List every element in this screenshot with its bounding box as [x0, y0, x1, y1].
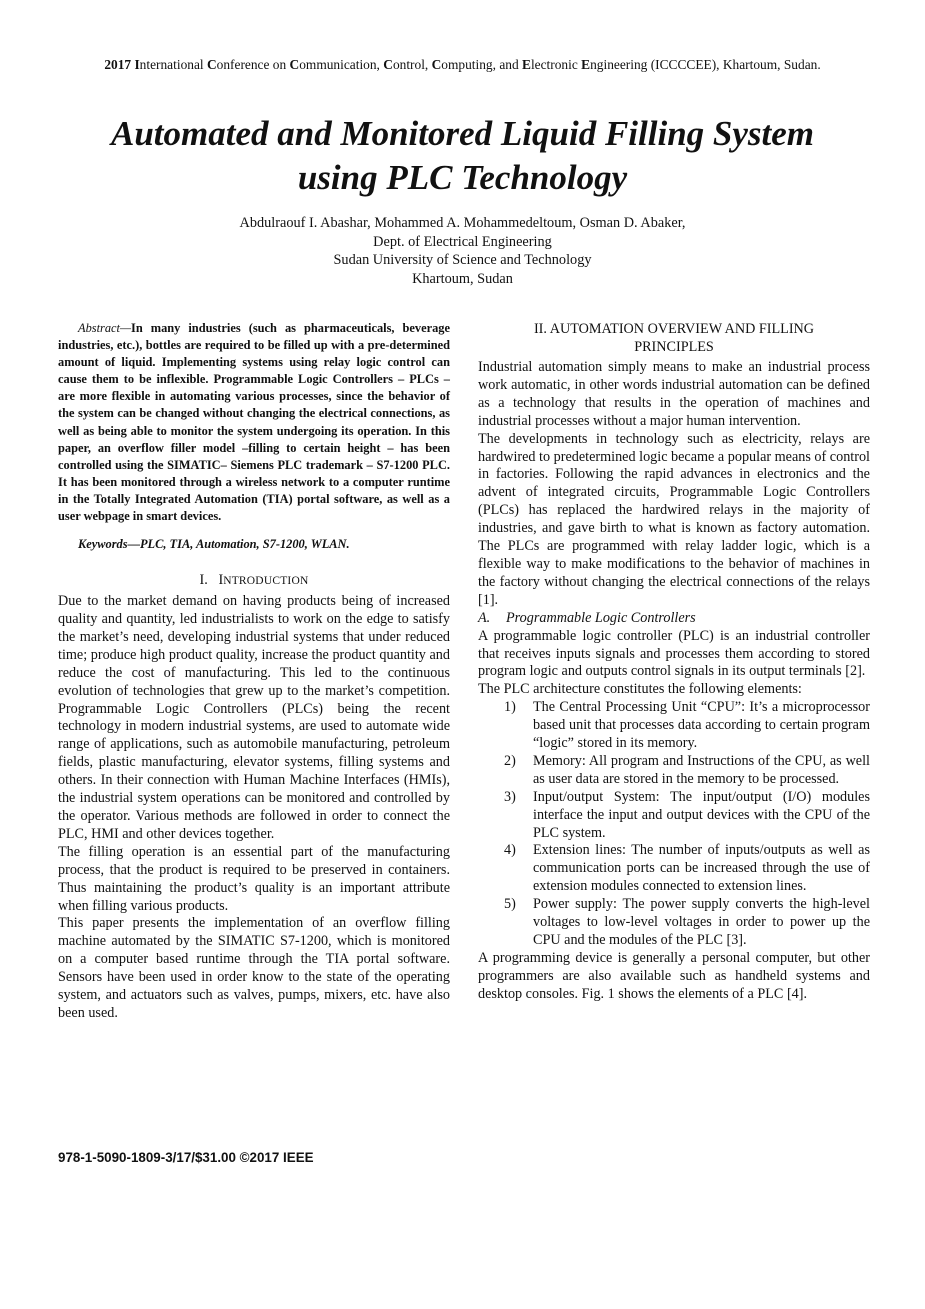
overview-paragraph: Industrial automation simply means to make an industrial process work automatic, in other words industrial automation can be defined as a technology that results in the operation of machines and industrial processes without a major human intervention. [478, 359, 870, 429]
conference-header-run: omputing, and [441, 57, 523, 72]
intro-paragraph: Due to the market demand on having products being of increased quality and quantity, led industrialists to work on the edge to satisfy the market’s need, developing industrial systems that under reduced time; produce high product quality, increase the product quantity and reduce the cost of manufacturing. This led to the continuous evolution of technologies that grew up to the market’s competition. Programmable Logic Controllers (PLCs) being the recent technology in modern industrial systems, are used to automate wide range of applications, such as automobile manufacturing, petroleum fields, plastic manufacturing, elevator systems, filling systems and others. In their connection with Human Machine Interfaces (HMIs), the industrial system operations can be monitored and controlled by the operator. Various methods are followed in order to connect the PLC, HMI and other devices together. [58, 593, 450, 842]
paper-title-line-2: using PLC Technology [297, 158, 628, 197]
conference-header-bold-run: C [289, 57, 300, 72]
conference-header-bold-run: I [134, 57, 140, 72]
section-title-initial: I [218, 572, 224, 589]
conference-header-run: nternational [139, 57, 207, 72]
list-item-text: The Central Processing Unit “CPU”: It’s a microprocessor based unit that processes data according to certain program “logic” stored in its memory. [533, 699, 870, 752]
plc-closing-paragraph: A programming device is generally a personal computer, but other programmers are also available such as handheld systems and desktop consoles. Fig. 1 shows the elements of a PLC [4]. [478, 949, 870, 1002]
copyright-footer: 978-1-5090-1809-3/17/$31.00 ©2017 IEEE [58, 1150, 314, 1165]
plc-paragraph: A programmable logic controller (PLC) is an industrial controller that receives inputs signals and processes them according to stored program logic and outputs control signals in its output terminals [2]. [478, 627, 870, 680]
intro-paragraph: The filling operation is an essential part of the manufacturing process, that the product is required to be preserved in containers. Thus maintaining the product’s quality is an important attribute when filling various products. [58, 843, 450, 914]
abstract-lead: Abstract— [78, 321, 132, 335]
conference-header [60, 56, 865, 74]
author-university: Sudan University of Science and Technology [333, 252, 592, 268]
abstract-body: In many industries (such as pharmaceuticals, beverage industries, etc.), bottles are required to be filled up with a pre-determined amount of liquid. Implementing systems using relay logic control can cause them to be inflexible. Programmable Logic Controllers – PLCs – are more flexible in automating various processes, since the behavior of the system can be changed without changing the electrical connections, as well as being able to monitor the system undergoing its operation. In this paper, an overflow filler model –filling to certain height – has been controlled using the SIMATIC– Siemens PLC trademark – S7-1200 PLC. It has been monitored through a wireless network to a computer runtime in the Totally Integrated Automation (TIA) portal software, as well as a user webpage in smart devices. [58, 321, 450, 524]
conference-header-bold-run: 2017 [104, 57, 135, 72]
abstract [58, 320, 450, 525]
conference-header-bold-run: C [206, 57, 217, 72]
author-department: Dept. of Electrical Engineering [373, 233, 552, 250]
list-item-number: 2) [504, 752, 516, 769]
list-item [478, 753, 870, 789]
list-item-text: Input/output System: The input/output (I/O) modules interface the input and output devices with the CPU of the PLC system. [533, 788, 870, 841]
plc-elements-list [478, 699, 870, 950]
paper-title [40, 112, 885, 200]
overview-paragraph: The developments in technology such as electricity, relays are hardwired to predetermined logic became a popular means of control in factories. Following the rapid advances in electronics and the advent of integrated circuits, Programmable Logic Controllers (PLCs) has replaced the hardwired relays in the majority of industries, and gave birth to what is known as factory automation. The PLCs are programmed with relay ladder logic, which is a flexible way to make modifications to the behavior of machines in the factory without changing the electrical connections of the relays [1]. [478, 430, 870, 608]
section-heading-introduction [58, 571, 450, 590]
list-item [478, 789, 870, 843]
list-item-number: 3) [504, 788, 516, 805]
list-item [478, 896, 870, 950]
section-title-rest: NTRODUCTION [223, 575, 309, 588]
list-item-number: 1) [504, 699, 516, 716]
list-item-number: 4) [504, 842, 516, 859]
subsection-label: A. [478, 609, 491, 626]
paper-title-line-1: Automated and Monitored Liquid Filling System [110, 114, 815, 153]
author-names: Abdulraouf I. Abashar, Mohammed A. Mohammedeltoum, Osman D. Abaker, [239, 215, 686, 231]
list-item [478, 699, 870, 753]
conference-header-run: ngineering (ICCCCEE), Khartoum, Sudan. [590, 57, 821, 72]
section-title-line-1: II. AUTOMATION OVERVIEW AND FILLING [533, 321, 815, 337]
intro-paragraph: This paper presents the implementation of an overflow filling machine automated by the SIMATIC S7-1200, which is monitored on a computer based runtime through the TIA portal software. Sensors have been used in order know to the state of the operating system, and actuators such as valves, pumps, mixers, etc. have also been used. [58, 915, 450, 1021]
right-column [478, 320, 870, 1004]
subsection-title: Programmable Logic Controllers [506, 609, 696, 626]
subsection-heading-plc [478, 610, 870, 628]
section-heading-automation-overview [478, 320, 870, 356]
conference-header-run: ommunication, [299, 57, 384, 72]
keywords: Keywords—PLC, TIA, Automation, S7-1200, WLAN. [78, 537, 350, 552]
conference-header-bold-run: C [431, 57, 442, 72]
conference-header-run: lectronic [530, 57, 582, 72]
left-column [58, 320, 450, 1023]
conference-header-bold-run: E [522, 57, 531, 72]
section-title-line-2: PRINCIPLES [634, 339, 714, 355]
list-item-text: Extension lines: The number of inputs/outputs as well as communication ports can be increased through the use of extension modules connected to extension lines. [533, 842, 870, 895]
conference-header-bold-run: E [581, 57, 591, 72]
author-block [60, 214, 865, 288]
list-item-number: 5) [504, 896, 516, 913]
section-numeral: I. [199, 572, 208, 589]
list-item [478, 842, 870, 896]
author-location: Khartoum, Sudan [412, 270, 513, 287]
list-item-text: Power supply: The power supply converts the high-level voltages to low-level voltages in order to power up the CPU and the modules of the PLC [3]. [533, 896, 870, 948]
list-item-text: Memory: All program and Instructions of the CPU, as well as user data are stored in the memory to be processed. [533, 752, 870, 787]
conference-header-bold-run: C [383, 57, 393, 72]
plc-paragraph: The PLC architecture constitutes the following elements: [478, 681, 802, 698]
conference-header-run: onference on [216, 57, 290, 72]
conference-header-run: ontrol, [392, 57, 432, 72]
